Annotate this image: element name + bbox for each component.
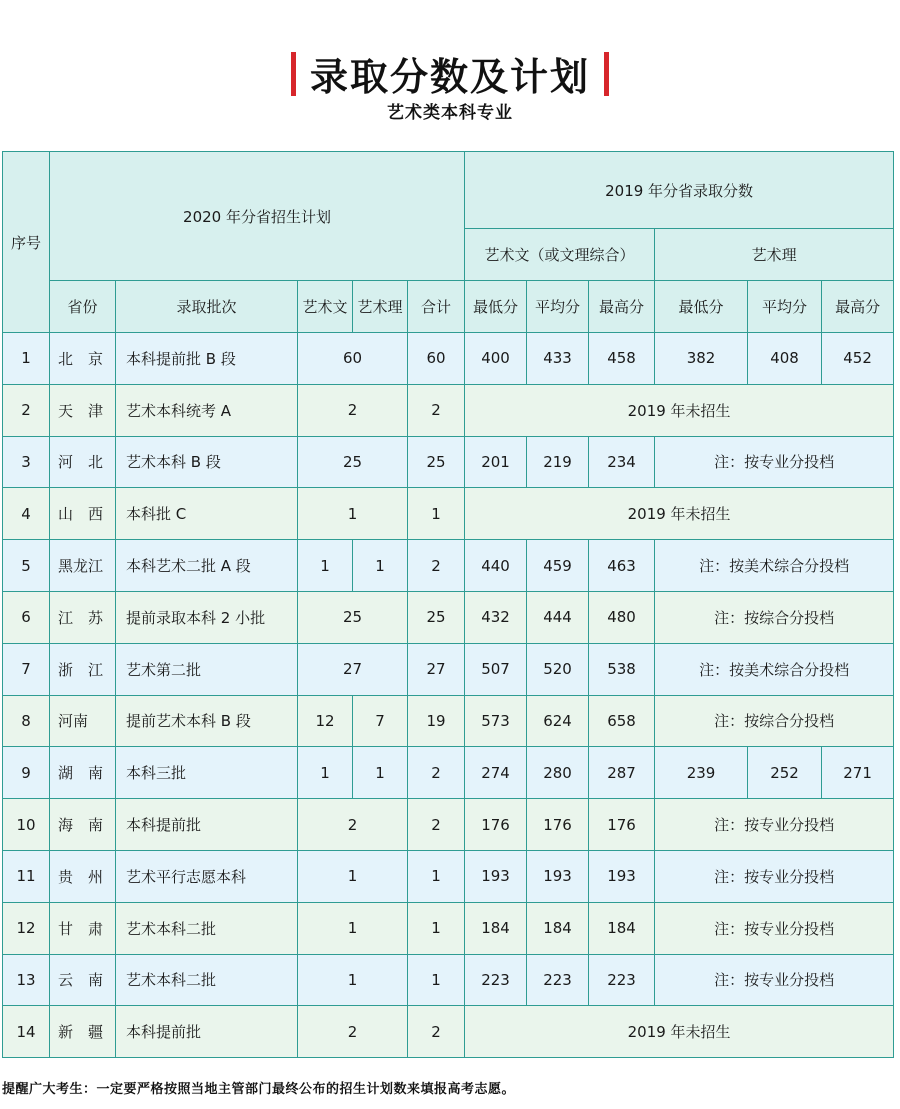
row-li-note: 注：按专业分投档	[655, 850, 894, 902]
row-province: 浙 江	[50, 643, 116, 695]
row-plan-combined: 25	[298, 591, 408, 643]
row-province: 新 疆	[50, 1006, 116, 1058]
row-province: 河南	[50, 695, 116, 747]
header-arts-sci: 艺术理	[655, 229, 894, 281]
row-wen-avg: 176	[527, 799, 589, 851]
row-li-note: 注：按专业分投档	[655, 436, 894, 488]
row-plan-total: 2	[408, 384, 465, 436]
table-row	[3, 333, 894, 385]
row-seq: 14	[3, 1006, 50, 1058]
page-title-block	[0, 46, 900, 101]
row-plan-arts-li: 1	[353, 747, 408, 799]
header-wen-min: 最低分	[465, 281, 527, 333]
row-wen-max: 480	[589, 591, 655, 643]
table-row	[3, 1006, 894, 1058]
row-wen-min: 400	[465, 333, 527, 385]
row-plan-arts-wen: 12	[298, 695, 353, 747]
row-wen-max: 458	[589, 333, 655, 385]
row-wen-avg: 459	[527, 540, 589, 592]
row-batch: 本科三批	[116, 747, 298, 799]
table-body	[3, 333, 894, 1058]
table-row	[3, 695, 894, 747]
row-wen-avg: 184	[527, 902, 589, 954]
header-li-avg: 平均分	[748, 281, 822, 333]
row-note: 2019 年未招生	[465, 384, 894, 436]
table-row	[3, 540, 894, 592]
row-wen-min: 274	[465, 747, 527, 799]
row-li-note: 注：按专业分投档	[655, 799, 894, 851]
row-wen-avg: 223	[527, 954, 589, 1006]
row-province: 北 京	[50, 333, 116, 385]
header-li-max: 最高分	[822, 281, 894, 333]
header-scores-2019: 2019 年分省录取分数	[465, 152, 894, 229]
row-seq: 8	[3, 695, 50, 747]
table-row	[3, 436, 894, 488]
header-batch: 录取批次	[116, 281, 298, 333]
row-province: 天 津	[50, 384, 116, 436]
row-seq: 10	[3, 799, 50, 851]
row-plan-total: 1	[408, 488, 465, 540]
row-batch: 艺术本科二批	[116, 954, 298, 1006]
row-province: 黑龙江	[50, 540, 116, 592]
header-wen-max: 最高分	[589, 281, 655, 333]
header-plan-2020: 2020 年分省招生计划	[50, 152, 465, 281]
row-plan-combined: 25	[298, 436, 408, 488]
row-batch: 艺术本科 B 段	[116, 436, 298, 488]
row-wen-min: 201	[465, 436, 527, 488]
row-plan-total: 27	[408, 643, 465, 695]
table-row	[3, 488, 894, 540]
header-seq: 序号	[3, 152, 50, 333]
row-plan-total: 25	[408, 591, 465, 643]
row-wen-max: 193	[589, 850, 655, 902]
row-seq: 3	[3, 436, 50, 488]
row-plan-total: 25	[408, 436, 465, 488]
row-plan-arts-wen: 1	[298, 540, 353, 592]
row-batch: 艺术平行志愿本科	[116, 850, 298, 902]
row-plan-arts-li: 1	[353, 540, 408, 592]
row-wen-avg: 624	[527, 695, 589, 747]
header-li-min: 最低分	[655, 281, 748, 333]
row-wen-avg: 219	[527, 436, 589, 488]
row-wen-avg: 520	[527, 643, 589, 695]
row-batch: 本科艺术二批 A 段	[116, 540, 298, 592]
row-plan-combined: 1	[298, 902, 408, 954]
page-subtitle: 艺术类本科专业	[387, 103, 513, 123]
row-province: 山 西	[50, 488, 116, 540]
row-batch: 本科提前批 B 段	[116, 333, 298, 385]
row-province: 海 南	[50, 799, 116, 851]
row-wen-avg: 280	[527, 747, 589, 799]
row-plan-combined: 27	[298, 643, 408, 695]
row-seq: 7	[3, 643, 50, 695]
row-wen-max: 287	[589, 747, 655, 799]
row-plan-total: 60	[408, 333, 465, 385]
row-seq: 11	[3, 850, 50, 902]
header-arts-lit: 艺术文（或文理综合）	[465, 229, 655, 281]
row-batch: 艺术本科统考 A	[116, 384, 298, 436]
table-row	[3, 591, 894, 643]
footer-note: 提醒广大考生：一定要严格按照当地主管部门最终公布的招生计划数来填报高考志愿。	[2, 1082, 516, 1097]
table-row	[3, 799, 894, 851]
row-plan-total: 2	[408, 799, 465, 851]
row-plan-total: 2	[408, 747, 465, 799]
row-li-note: 注：按综合分投档	[655, 591, 894, 643]
row-province: 云 南	[50, 954, 116, 1006]
row-batch: 艺术本科二批	[116, 902, 298, 954]
row-wen-min: 507	[465, 643, 527, 695]
row-seq: 13	[3, 954, 50, 1006]
row-plan-combined: 2	[298, 1006, 408, 1058]
table-row	[3, 643, 894, 695]
row-batch: 艺术第二批	[116, 643, 298, 695]
row-plan-total: 2	[408, 540, 465, 592]
table-row	[3, 747, 894, 799]
row-li-note: 注：按综合分投档	[655, 695, 894, 747]
row-wen-min: 440	[465, 540, 527, 592]
row-batch: 提前录取本科 2 小批	[116, 591, 298, 643]
row-plan-total: 1	[408, 902, 465, 954]
row-seq: 9	[3, 747, 50, 799]
row-seq: 2	[3, 384, 50, 436]
row-seq: 12	[3, 902, 50, 954]
row-wen-max: 176	[589, 799, 655, 851]
row-note: 2019 年未招生	[465, 1006, 894, 1058]
row-plan-combined: 1	[298, 488, 408, 540]
row-seq: 5	[3, 540, 50, 592]
table-row	[3, 902, 894, 954]
row-wen-min: 432	[465, 591, 527, 643]
admission-table	[2, 151, 894, 1058]
table-row	[3, 954, 894, 1006]
row-plan-combined: 1	[298, 850, 408, 902]
row-wen-max: 223	[589, 954, 655, 1006]
row-li-avg: 408	[748, 333, 822, 385]
row-wen-max: 234	[589, 436, 655, 488]
row-batch: 本科批 C	[116, 488, 298, 540]
row-wen-max: 184	[589, 902, 655, 954]
header-province: 省份	[50, 281, 116, 333]
row-li-max: 452	[822, 333, 894, 385]
row-wen-min: 193	[465, 850, 527, 902]
header-total: 合计	[408, 281, 465, 333]
row-plan-combined: 2	[298, 799, 408, 851]
table-row	[3, 850, 894, 902]
row-plan-total: 1	[408, 850, 465, 902]
row-batch: 本科提前批	[116, 799, 298, 851]
row-plan-combined: 60	[298, 333, 408, 385]
row-batch: 本科提前批	[116, 1006, 298, 1058]
row-province: 贵 州	[50, 850, 116, 902]
row-plan-combined: 2	[298, 384, 408, 436]
row-wen-max: 463	[589, 540, 655, 592]
row-li-max: 271	[822, 747, 894, 799]
row-wen-min: 176	[465, 799, 527, 851]
row-province: 江 苏	[50, 591, 116, 643]
row-li-min: 382	[655, 333, 748, 385]
row-seq: 6	[3, 591, 50, 643]
row-wen-max: 538	[589, 643, 655, 695]
row-wen-min: 223	[465, 954, 527, 1006]
title-bar-left	[291, 52, 296, 96]
row-wen-avg: 444	[527, 591, 589, 643]
row-batch: 提前艺术本科 B 段	[116, 695, 298, 747]
row-li-avg: 252	[748, 747, 822, 799]
row-plan-total: 2	[408, 1006, 465, 1058]
row-wen-avg: 433	[527, 333, 589, 385]
title-bar-right	[604, 52, 609, 96]
page-title: 录取分数及计划	[309, 54, 590, 99]
row-province: 甘 肃	[50, 902, 116, 954]
header-arts-li: 艺术理	[353, 281, 408, 333]
row-li-min: 239	[655, 747, 748, 799]
row-wen-min: 184	[465, 902, 527, 954]
row-li-note: 注：按专业分投档	[655, 954, 894, 1006]
row-wen-max: 658	[589, 695, 655, 747]
row-plan-arts-wen: 1	[298, 747, 353, 799]
header-wen-avg: 平均分	[527, 281, 589, 333]
row-wen-avg: 193	[527, 850, 589, 902]
row-plan-arts-li: 7	[353, 695, 408, 747]
row-li-note: 注：按美术综合分投档	[655, 540, 894, 592]
header-arts-wen: 艺术文	[298, 281, 353, 333]
row-plan-combined: 1	[298, 954, 408, 1006]
row-seq: 4	[3, 488, 50, 540]
row-province: 湖 南	[50, 747, 116, 799]
row-li-note: 注：按美术综合分投档	[655, 643, 894, 695]
row-plan-total: 19	[408, 695, 465, 747]
row-province: 河 北	[50, 436, 116, 488]
row-seq: 1	[3, 333, 50, 385]
table-row	[3, 384, 894, 436]
row-plan-total: 1	[408, 954, 465, 1006]
row-li-note: 注：按专业分投档	[655, 902, 894, 954]
row-note: 2019 年未招生	[465, 488, 894, 540]
row-wen-min: 573	[465, 695, 527, 747]
